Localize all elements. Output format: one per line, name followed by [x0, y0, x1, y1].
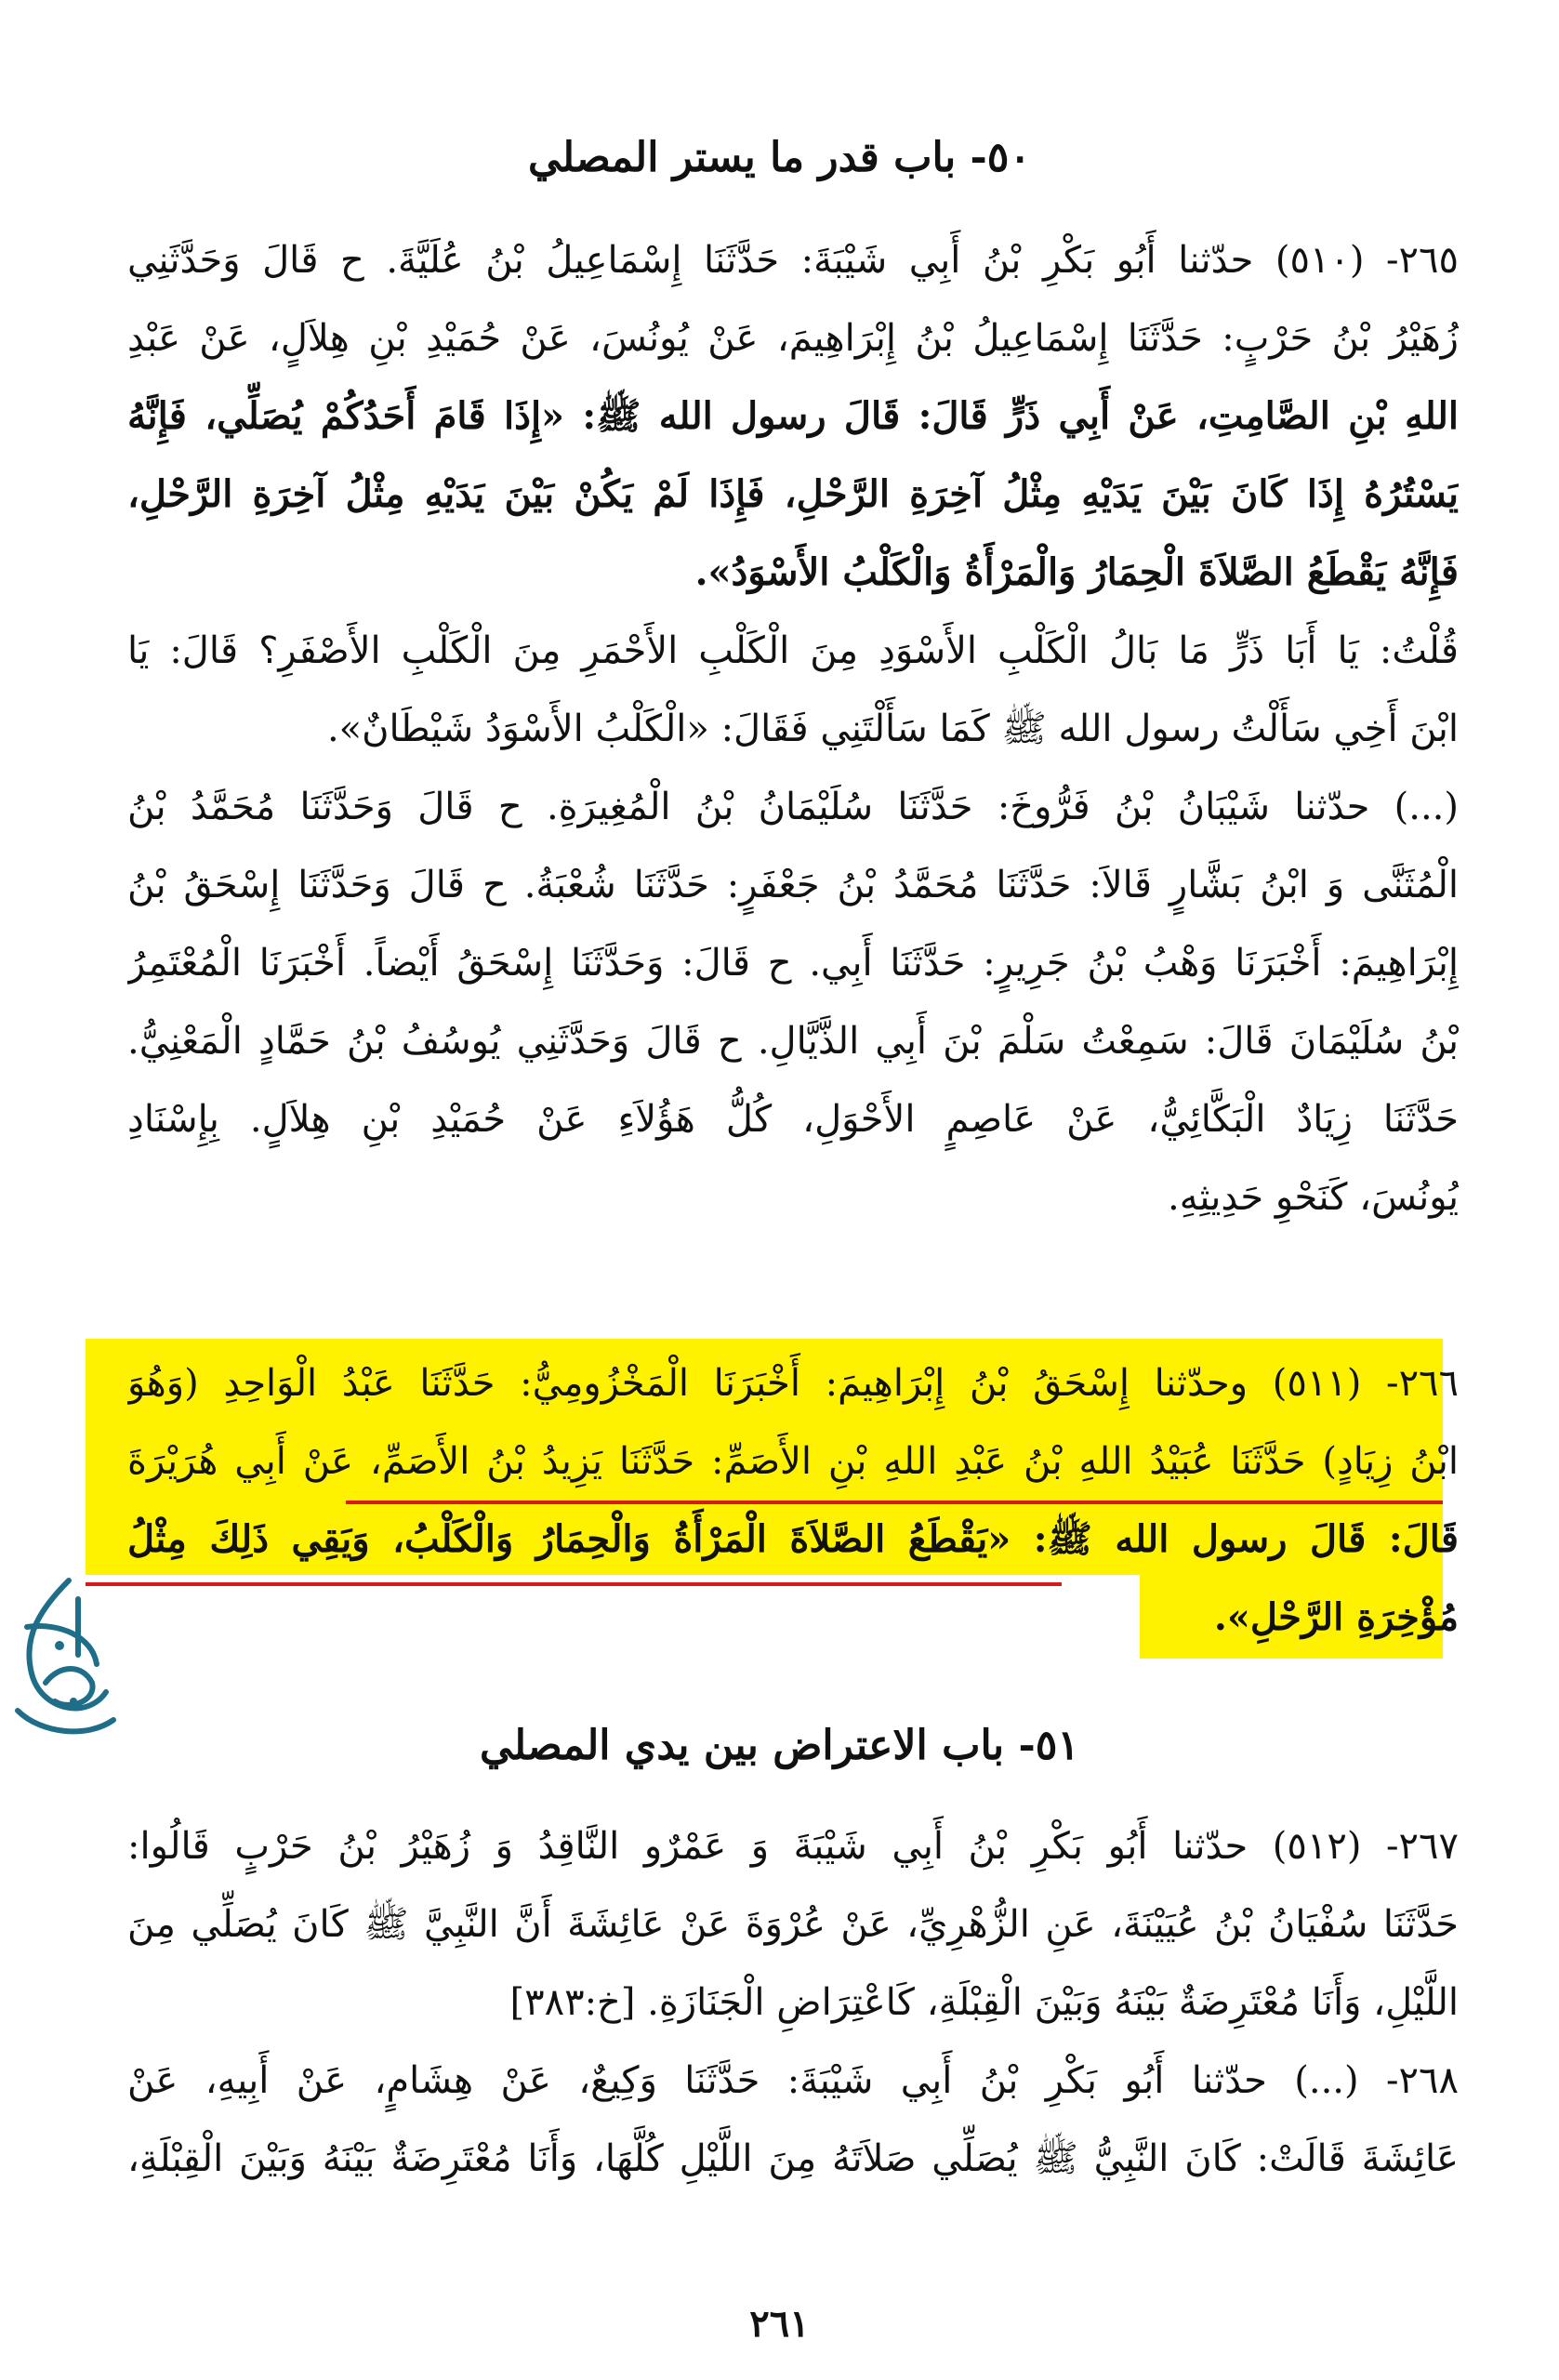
text-line: يَسْتُرُهُ إِذَا كَانَ بَيْنَ يَدَيْهِ مِثْلُ آخِرَةِ الرَّحْلِ، فَإِذَا لَمْ يَكُنْ بَيْنَ يَدَيْهِ مِثْلُ آخِرَةِ الرَّحْلِ،	[127, 472, 1459, 516]
text-line: الْمُثَنَّى وَ ابْنُ بَشَّارٍ قَالاَ: حَدَّثَنَا مُحَمَّدُ بْنُ جَعْفَرٍ: حَدَّثَنَا شُعْبَةُ. ح قَالَ وَحَدَّثَنَا إِسْحَقُ بْنُ	[127, 864, 1459, 906]
text-line: اللهِ بْنِ الصَّامِتِ، عَنْ أَبِي ذَرٍّ قَالَ: قَالَ رسول الله ﷺ: «إِذَا قَامَ أَحَدُكُمْ يُصَلِّي، فَإِنَّهُ	[127, 394, 1459, 438]
text-line: بْنُ سُلَيْمَانَ قَالَ: سَمِعْتُ سَلْمَ بْنَ أَبِي الذَّيَّالِ. ح قَالَ وَحَدَّثَنِي يُوسُفُ بْنُ حَمَّادٍ الْمَعْنِيُّ.	[127, 1020, 1459, 1063]
text-line: عَائِشَةَ قَالَتْ: كَانَ النَّبِيُّ ﷺ يُصَلِّي صَلاَتَهُ مِنَ اللَّيْلِ كُلَّهَا، وَأَنَا مُعْتَرِضَةٌ بَيْنَهُ وَبَيْنَ الْقِبْلَةِ،	[127, 2137, 1459, 2180]
page-number: ٢٦١	[749, 2302, 810, 2346]
chapter-50-title: ٥٠- باب قدر ما يستر المصلي	[527, 134, 1032, 181]
text-line: اللَّيْلِ، وَأَنَا مُعْتَرِضَةٌ بَيْنَهُ وَبَيْنَ الْقِبْلَةِ، كَاعْتِرَاضِ الْجَنَازَةِ. [خ:٣٨٣]	[509, 1981, 1459, 2024]
text-line: ٢٦٦- (٥١١) وحدّثنا إِسْحَقُ بْنُ إِبْرَاهِيمَ: أَخْبَرَنَا الْمَخْزُومِيُّ: حَدَّثَنَا عَبْدُ الْوَاحِدِ (وَهُوَ	[127, 1362, 1459, 1405]
hadith-267	[127, 1807, 1459, 2042]
text-line: فَإِنَّهُ يَقْطَعُ الصَّلاَةَ الْحِمَارُ وَالْمَرْأَةُ وَالْكَلْبُ الأَسْوَدُ».	[694, 550, 1459, 594]
text-line: حَدَّثَنَا زِيَادٌ الْبَكَّائِيُّ، عَنْ عَاصِمٍ الأَحْوَلِ، كُلُّ هَؤُلاَءِ عَنْ حُمَيْدِ بْنِ هِلاَلٍ. بِإِسْنَادِ	[127, 1098, 1459, 1141]
text-line: إِبْرَاهِيمَ: أَخْبَرَنَا وَهْبُ بْنُ جَرِيرٍ: حَدَّثَنَا أَبِي. ح قَالَ: وَحَدَّثَنَا إِسْحَقُ أَيْضاً. أَخْبَرَنَا الْمُعْتَمِرُ	[127, 942, 1459, 985]
hadith-268	[127, 2042, 1459, 2198]
text-line: قَالَ: قَالَ رسول الله ﷺ: «يَقْطَعُ الصَّلاَةَ الْمَرْأَةُ وَالْحِمَارُ وَالْكَلْبُ، وَيَقِي ذَلِكَ مِثْلُ	[127, 1517, 1459, 1561]
text-line: (...) حدّثنا شَيْبَانُ بْنُ فَرُّوخَ: حَدَّثَنَا سُلَيْمَانُ بْنُ الْمُغِيرَةِ. ح قَالَ وَحَدَّثَنَا مُحَمَّدُ بْنُ	[127, 786, 1459, 828]
text-line: حَدَّثَنَا سُفْيَانُ بْنُ عُيَيْنَةَ، عَنِ الزُّهْرِيِّ، عَنْ عُرْوَةَ عَنْ عَائِشَةَ أَنَّ النَّبِيَّ ﷺ كَانَ يُصَلِّي مِنَ	[127, 1903, 1459, 1946]
text-line: ٢٦٥- (٥١٠) حدّثنا أَبُو بَكْرِ بْنُ أَبِي شَيْبَةَ: حَدَّثَنَا إِسْمَاعِيلُ بْنُ عُلَيَّةَ. ح قَالَ وَحَدَّثَنِي	[127, 239, 1459, 282]
calligraphy-logo-icon	[4, 1571, 123, 1748]
hadith-265	[127, 221, 1459, 1236]
hadith-266	[127, 1344, 1459, 1657]
text-line: ٢٦٨- (...) حدّثنا أَبُو بَكْرِ بْنُ أَبِي شَيْبَةَ: حَدَّثَنَا وَكِيعٌ، عَنْ هِشَامٍ، عَنْ أَبِيهِ، عَنْ	[127, 2059, 1459, 2102]
text-line: ٢٦٧- (٥١٢) حدّثنا أَبُو بَكْرِ بْنُ أَبِي شَيْبَةَ وَ عَمْرٌو النَّاقِدُ وَ زُهَيْرُ بْنُ حَرْبٍ قَالُوا:	[127, 1825, 1459, 1868]
text-line: يُونُسَ، كَنَحْوِ حَدِيثِهِ.	[1168, 1176, 1459, 1219]
chapter-51-title: ٥١- باب الاعتراض بين يدي المصلي	[479, 1722, 1079, 1769]
text-line: زُهَيْرُ بْنُ حَرْبٍ: حَدَّثَنَا إِسْمَاعِيلُ بْنُ إِبْرَاهِيمَ، عَنْ يُونُسَ، عَنْ حُمَيْدِ بْنِ هِلاَلٍ، عَنْ عَبْدِ	[127, 317, 1459, 360]
text-line: ابْنُ زِيَادٍ) حَدَّثَنَا عُبَيْدُ اللهِ بْنُ عَبْدِ اللهِ بْنِ الأَصَمِّ: حَدَّثَنَا يَزِيدُ بْنُ الأَصَمِّ، عَنْ أَبِي هُرَيْرَةَ	[127, 1440, 1459, 1483]
text-line: ابْنَ أَخِي سَأَلْتُ رسول الله ﷺ كَمَا سَأَلْتَنِي فَقَالَ: «الْكَلْبُ الأَسْوَدُ شَيْطَانٌ».	[326, 707, 1459, 750]
text-line: مُؤْخِرَةِ الرَّحْلِ».	[1213, 1595, 1459, 1639]
text-line: قُلْتُ: يَا أَبَا ذَرٍّ مَا بَالُ الْكَلْبِ الأَسْوَدِ مِنَ الْكَلْبِ الأَحْمَرِ مِنَ الْكَلْبِ الأَصْفَرِ؟ قَالَ: يَا	[127, 629, 1459, 672]
